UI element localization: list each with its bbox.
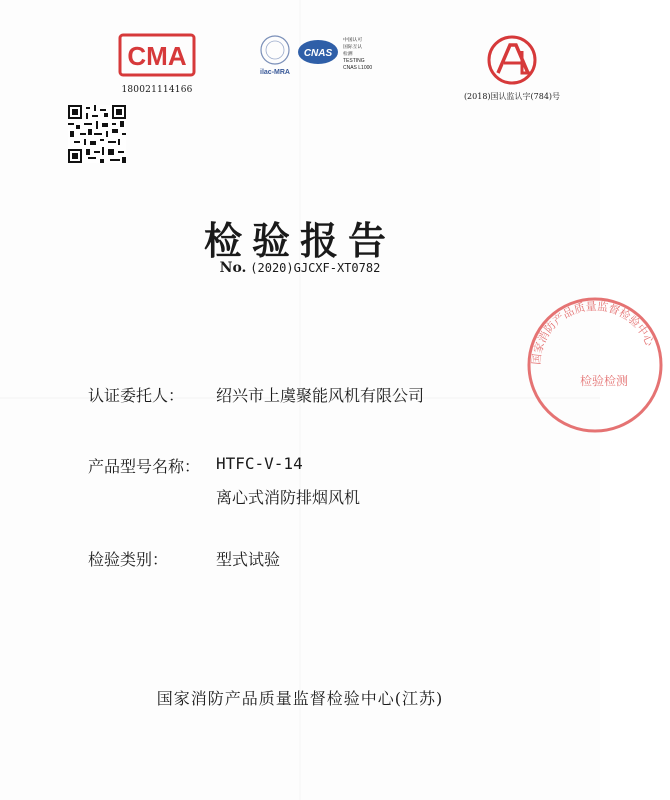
qr-code-icon <box>68 105 126 163</box>
ilac-cnas-marks <box>255 32 380 82</box>
client-value: 绍兴市上虞聚能风机有限公司 <box>216 386 425 405</box>
seal-inner-text: 检验检测 <box>580 374 629 388</box>
cnas-icon <box>298 40 338 64</box>
inspection-type-label: 检验类别： <box>88 550 169 569</box>
product-model: HTFC-V-14 <box>216 454 303 473</box>
cnas-cn-2: 国际互认 <box>343 45 363 50</box>
cal-code: (2018)国认监认字(784)号 <box>463 92 561 101</box>
inspection-type-value: 型式试验 <box>216 550 281 569</box>
cnas-cn-3: 检测 <box>343 52 353 57</box>
report-number-value: (2020)GJCXF-XT0782 <box>250 261 381 275</box>
cnas-logo-text: CNAS <box>303 48 333 59</box>
cma-code: 180021114166 <box>121 85 193 95</box>
product-field <box>88 454 360 508</box>
report-title: 检验报告 <box>203 218 396 263</box>
cnas-testing: TESTING <box>343 58 365 64</box>
cal-mark <box>462 33 562 102</box>
product-label: 产品型号名称： <box>88 457 201 476</box>
client-label: 认证委托人： <box>88 386 185 405</box>
seal-text: 国家消防产品质量监督检验中心 <box>529 299 657 366</box>
ilac-mra-icon <box>260 36 290 76</box>
ilac-mra-label: ilac-MRA <box>260 69 290 76</box>
report-number <box>0 260 600 276</box>
cal-logo-icon <box>484 33 540 87</box>
cnas-number: CNAS L1000 <box>343 65 373 71</box>
cma-logo-icon <box>118 33 196 77</box>
cma-mark <box>118 33 196 95</box>
inspection-type-field <box>88 547 280 570</box>
product-name: 离心式消防排烟风机 <box>216 488 361 507</box>
cma-logo-text: CMA <box>127 41 187 71</box>
report-number-label: No. <box>219 260 247 276</box>
issuing-organization: 国家消防产品质量监督检验中心(江苏) <box>156 689 444 708</box>
cnas-cn-1: 中国认可 <box>343 38 363 43</box>
official-seal-icon <box>520 290 670 440</box>
client-field <box>88 383 424 406</box>
